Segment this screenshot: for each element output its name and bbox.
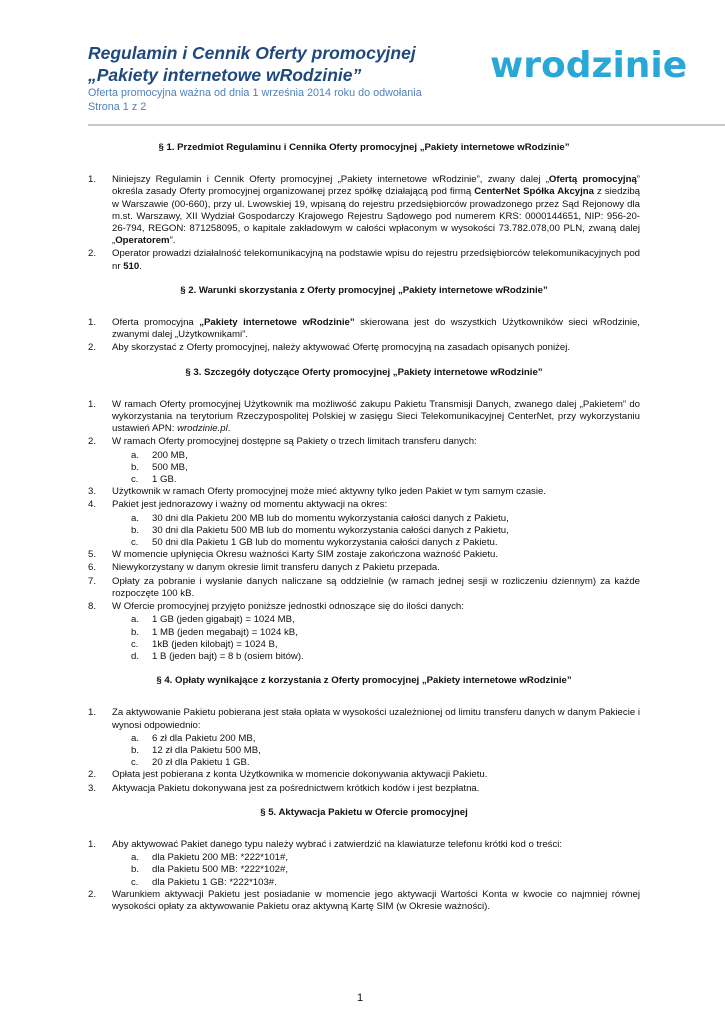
list-item: 1. W ramach Oferty promocyjnej Użytkownik ma możliwość zakupu Pakietu Transmisji Danych, zwanego dalej „Pakietem” do wykorzystania na terytorium Rzeczypospolitej Polskiej w zasięgu Sieci Telekomunikacyjnej CenterNet, przy wykorzystaniu ustawień APN: wrodzinie.pl. <box>88 398 640 435</box>
wrodzinie-logo <box>490 44 690 84</box>
list-item: 2. Opłata jest pobierana z konta Użytkownika w momencie dokonywania aktywacji Pakietu. <box>88 769 488 781</box>
sub-list-item: b. 500 MB, <box>131 461 188 473</box>
sub-list-item: b. dla Pakietu 500 MB: *222*102#, <box>131 864 289 876</box>
logo-text: wrodzinie <box>490 45 688 84</box>
section-5-list <box>88 839 640 913</box>
sub-list-item: a. dla Pakietu 200 MB: *222*101#, <box>131 852 289 864</box>
sub-list-item: a. 1 GB (jeden gigabajt) = 1024 MB, <box>131 614 295 626</box>
list-item: 3. Aktywacja Pakietu dokonywana jest za pośrednictwem krótkich kodów i jest bezpłatna. <box>88 782 480 794</box>
document-title-line2: „Pakiety internetowe wRodzinie” <box>88 65 362 85</box>
section-1-list <box>88 174 640 273</box>
sub-list-item: c. dla Pakietu 1 GB: *222*103#. <box>131 876 277 888</box>
list-item: 1. Aby aktywować Pakiet danego typu należy wybrać i zatwierdzić na klawiaturze telefonu krótki kod o treści: <box>88 838 563 850</box>
page-number: 1 <box>357 992 364 1004</box>
header-divider <box>88 124 725 126</box>
list-item: 6. Niewykorzystany w danym okresie limit transferu danych z Pakietu przepada. <box>88 562 440 574</box>
section-4-list <box>88 707 640 794</box>
section-5-heading: § 5. Aktywacja Pakietu w Ofercie promocyjnej <box>260 806 468 818</box>
list-item: 8. W Ofercie promocyjnej przyjęto poniższe jednostki odnoszące się do ilości danych: <box>88 601 464 613</box>
sub-list-item: b. 30 dni dla Pakietu 500 MB lub do momentu wykorzystania całości danych z Pakietu, <box>131 524 509 536</box>
section-3-heading: § 3. Szczegóły dotyczące Oferty promocyjnej „Pakiety internetowe wRodzinie” <box>185 366 543 378</box>
sub-list-item: c. 20 zł dla Pakietu 1 GB. <box>131 757 250 769</box>
section-4-heading: § 4. Opłaty wynikające z korzystania z Oferty promocyjnej „Pakiety internetowe wRodzinie” <box>156 675 572 687</box>
sub-list-item: c. 50 dni dla Pakietu 1 GB lub do momentu wykorzystania całości danych z Pakietu. <box>131 537 498 549</box>
section-3-list <box>88 399 640 663</box>
sub-list-item: b. 1 MB (jeden megabajt) = 1024 kB, <box>131 626 298 638</box>
section-2-list <box>88 317 640 355</box>
list-item: 1. Niniejszy Regulamin i Cennik Oferty promocyjnej „Pakiety internetowe wRodzinie”, zwany dalej „Ofertą promocyjną” określa zasady Oferty promocyjnej organizowanej przez spółkę działającą pod firmą CenterNet Spółka Akcyjna z siedzibą w Warszawie (00-660), przy ul. Lwowskiej 19, wpisaną do rejestru przedsiębiorców prowadzonego przez Sąd Rejonowy dla m.st. Warszawy, XII Wydział Gospodarczy Krajowego Rejestru Sądowego pod numerem KRS: 0000144651, NIP: 956-20-26-794, REGON: 871258095, o kapitale zakładowym w całości wpłaconym w wysokości 73.782.078,00 PLN, zwaną dalej „Operatorem”. <box>88 174 641 247</box>
section-2-heading: § 2. Warunki skorzystania z Oferty promocyjnej „Pakiety internetowe wRodzinie” <box>180 284 548 296</box>
list-item: 1. Oferta promocyjna „Pakiety internetowe wRodzinie” skierowana jest do wszystkich Użytkowników sieci wRodzinie, zwanymi dalej „Użytkownikami”. <box>88 317 640 341</box>
list-item: 2. Operator prowadzi działalność telekomunikacyjną na podstawie wpisu do rejestru przedsiębiorców telekomunikacyjnych pod nr 510. <box>88 248 640 272</box>
section-1-heading: § 1. Przedmiot Regulaminu i Cennika Oferty promocyjnej „Pakiety internetowe wRodzinie” <box>158 142 570 153</box>
sub-list-item: b. 12 zł dla Pakietu 500 MB, <box>131 744 261 756</box>
sub-list-item: c. 1 GB. <box>131 474 177 486</box>
sub-list-item: d. 1 B (jeden bajt) = 8 b (osiem bitów). <box>131 650 304 662</box>
list-item: 2. Warunkiem aktywacji Pakietu jest posiadanie w momencie jego aktywacji Wartości Konta w kwocie co najmniej równej wysokości opłaty za aktywowanie Pakietu oraz aktywną Kartę SIM (w Okresie ważności). <box>88 888 640 912</box>
list-item: 3. Użytkownik w ramach Oferty promocyjnej może mieć aktywny tylko jeden Pakiet w tym samym czasie. <box>88 486 546 498</box>
offer-validity: Oferta promocyjna ważna od dnia 1 września 2014 roku do odwołania <box>88 87 422 99</box>
list-item: 7. Opłaty za pobranie i wysłanie danych naliczane są oddzielnie (w ramach jednej sesji w rozliczeniu dziennym) za każde rozpoczęte 100 kB. <box>88 575 640 599</box>
document-body <box>88 142 640 925</box>
list-item: 5. W momencie upłynięcia Okresu ważności Karty SIM zostaje zakończona ważność Pakietu. <box>88 549 499 561</box>
sub-list-item: a. 30 dni dla Pakietu 200 MB lub do momentu wykorzystania całości danych z Pakietu, <box>131 512 509 524</box>
document-title-line1: Regulamin i Cennik Oferty promocyjnej <box>88 43 416 63</box>
list-item: 2. W ramach Oferty promocyjnej dostępne są Pakiety o trzech limitach transferu danych: <box>88 436 477 448</box>
sub-list-item: a. 200 MB, <box>131 449 188 461</box>
list-item: 1. Za aktywowanie Pakietu pobierana jest stała opłata w wysokości uzależnionej od limitu transferu danych w danym Pakiecie i wynosi odpowiednio: <box>88 707 640 731</box>
page-info: Strona 1 z 2 <box>88 101 147 113</box>
sub-list-item: a. 6 zł dla Pakietu 200 MB, <box>131 732 256 744</box>
sub-list-item: c. 1kB (jeden kilobajt) = 1024 B, <box>131 638 278 650</box>
list-item: 2. Aby skorzystać z Oferty promocyjnej, należy aktywować Ofertę promocyjną na zasadach opisanych poniżej. <box>88 342 571 354</box>
list-item: 4. Pakiet jest jednorazowy i ważny od momentu aktywacji na okres: <box>88 499 388 511</box>
